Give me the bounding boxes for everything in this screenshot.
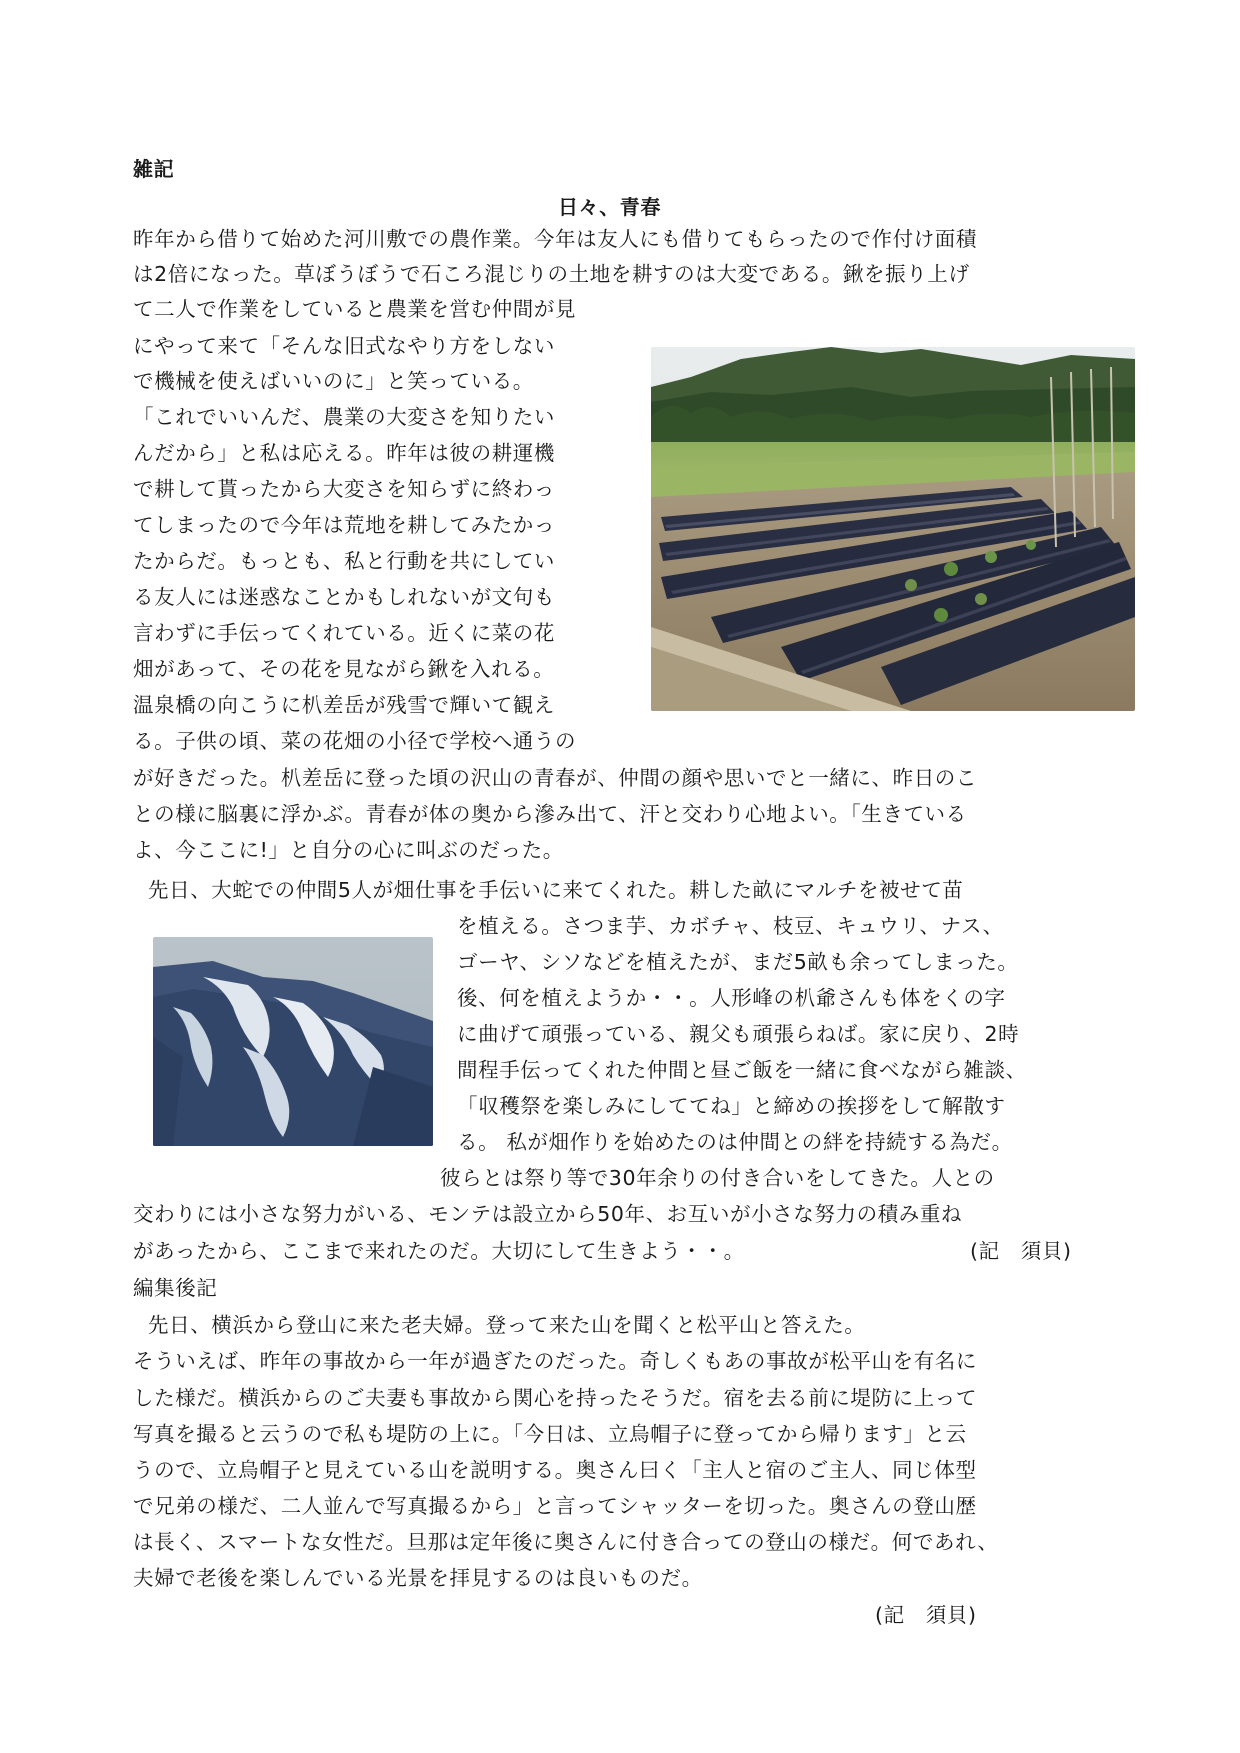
article-line: を植える。さつま芋、カボチャ、枝豆、キュウリ、ナス、: [457, 914, 1004, 938]
article-line: たからだ。もっとも、私と行動を共にしてい: [133, 549, 555, 573]
article-line: て二人で作業をしていると農業を営む仲間が見: [133, 297, 577, 321]
article-line: にやって来て「そんな旧式なやり方をしない: [133, 334, 555, 358]
article-line: 間程手伝ってくれた仲間と昼ご飯を一緒に食べながら雑談、: [457, 1058, 1027, 1082]
article-line: んだから」と私は応える。昨年は彼の耕運機: [133, 441, 555, 465]
article-line: 言わずに手伝ってくれている。近くに菜の花: [133, 621, 555, 645]
postscript-signature: (記 須貝): [875, 1603, 977, 1627]
section-heading: 雑記: [133, 157, 175, 181]
article-line: てしまったので今年は荒地を耕してみたかっ: [133, 513, 555, 537]
article-line: で耕して貰ったから大変さを知らずに終わっ: [133, 477, 555, 501]
article-line: 先日、大蛇での仲間5人が畑仕事を手伝いに来てくれた。耕した畝にマルチを被せて苗: [148, 878, 964, 902]
article-line: 温泉橋の向こうに朳差岳が残雪で輝いて観え: [133, 693, 555, 717]
postscript-line: 先日、横浜から登山に来た老夫婦。登って来た山を聞くと松平山と答えた。: [148, 1313, 866, 1337]
postscript-line: 写真を撮ると云うので私も堤防の上に。「今日は、立烏帽子に登ってから帰ります」と云: [133, 1422, 967, 1446]
article-line: よ、今ここに!」と自分の心に叫ぶのだった。: [133, 838, 564, 862]
article-line: で機械を使えばいいのに」と笑っている。: [133, 369, 534, 393]
postscript-line: した様だ。横浜からのご夫妻も事故から関心を持ったそうだ。宿を去る前に堤防に上って: [133, 1386, 977, 1410]
article-title: 日々、青春: [558, 195, 661, 219]
article-line: る。子供の頃、菜の花畑の小径で学校へ通うの: [133, 729, 577, 753]
article-line: 畑があって、その花を見ながら鍬を入れる。: [133, 657, 555, 681]
article-line: 「収穫祭を楽しみにしててね」と締めの挨拶をして解散す: [457, 1094, 1006, 1118]
article-line: 交わりには小さな努力がいる、モンテは設立から50年、お互いが小さな努力の積み重ね: [133, 1202, 963, 1226]
postscript-line: うので、立烏帽子と見えている山を説明する。奥さん曰く「主人と宿のご主人、同じ体型: [133, 1458, 977, 1482]
article-line: 昨年から借りて始めた河川敷での農作業。今年は友人にも借りてもらったので作付け面積: [133, 227, 977, 251]
article-line: が好きだった。朳差岳に登った頃の沢山の青春が、仲間の顔や思いでと一緒に、昨日のこ: [133, 766, 977, 790]
farm-field-photo: [651, 347, 1135, 711]
snowy-mountain-photo: [153, 937, 433, 1146]
postscript-line: 夫婦で老後を楽しんでいる光景を拝見するのは良いものだ。: [133, 1566, 703, 1590]
article-line: は2倍になった。草ぼうぼうで石ころ混じりの土地を耕すのは大変である。鍬を振り上げ: [133, 262, 970, 286]
article-line: ゴーヤ、シソなどを植えたが、まだ5畝も余ってしまった。: [457, 950, 1019, 974]
postscript-heading: 編集後記: [133, 1276, 218, 1300]
article-signature: (記 須貝): [970, 1239, 1072, 1263]
article-line: があったから、ここまで来れたのだ。大切にして生きよう・・。: [133, 1239, 745, 1263]
article-line: 彼らとは祭り等で30年余りの付き合いをしてきた。人との: [440, 1166, 995, 1190]
postscript-line: そういえば、昨年の事故から一年が過ぎたのだった。奇しくもあの事故が松平山を有名に: [133, 1349, 977, 1373]
article-line: との様に脳裏に浮かぶ。青春が体の奥から滲み出て、汗と交わり心地よい。「生きている: [133, 802, 967, 826]
article-line: る友人には迷惑なことかもしれないが文句も: [133, 585, 555, 609]
article-line: る。 私が畑作りを始めたのは仲間との絆を持続する為だ。: [457, 1130, 1013, 1154]
article-line: 後、何を植えようか・・。人形峰の朳爺さんも体をくの字: [457, 986, 1006, 1010]
postscript-line: で兄弟の様だ、二人並んで写真撮るから」と言ってシャッターを切った。奥さんの登山歴: [133, 1494, 977, 1518]
postscript-line: は長く、スマートな女性だ。旦那は定年後に奥さんに付き合っての登山の様だ。何であれ、: [133, 1530, 999, 1554]
article-line: に曲げて頑張っている、親父も頑張らねば。家に戻り、2時: [457, 1022, 1020, 1046]
article-line: 「これでいいんだ、農業の大変さを知りたい: [133, 405, 555, 429]
